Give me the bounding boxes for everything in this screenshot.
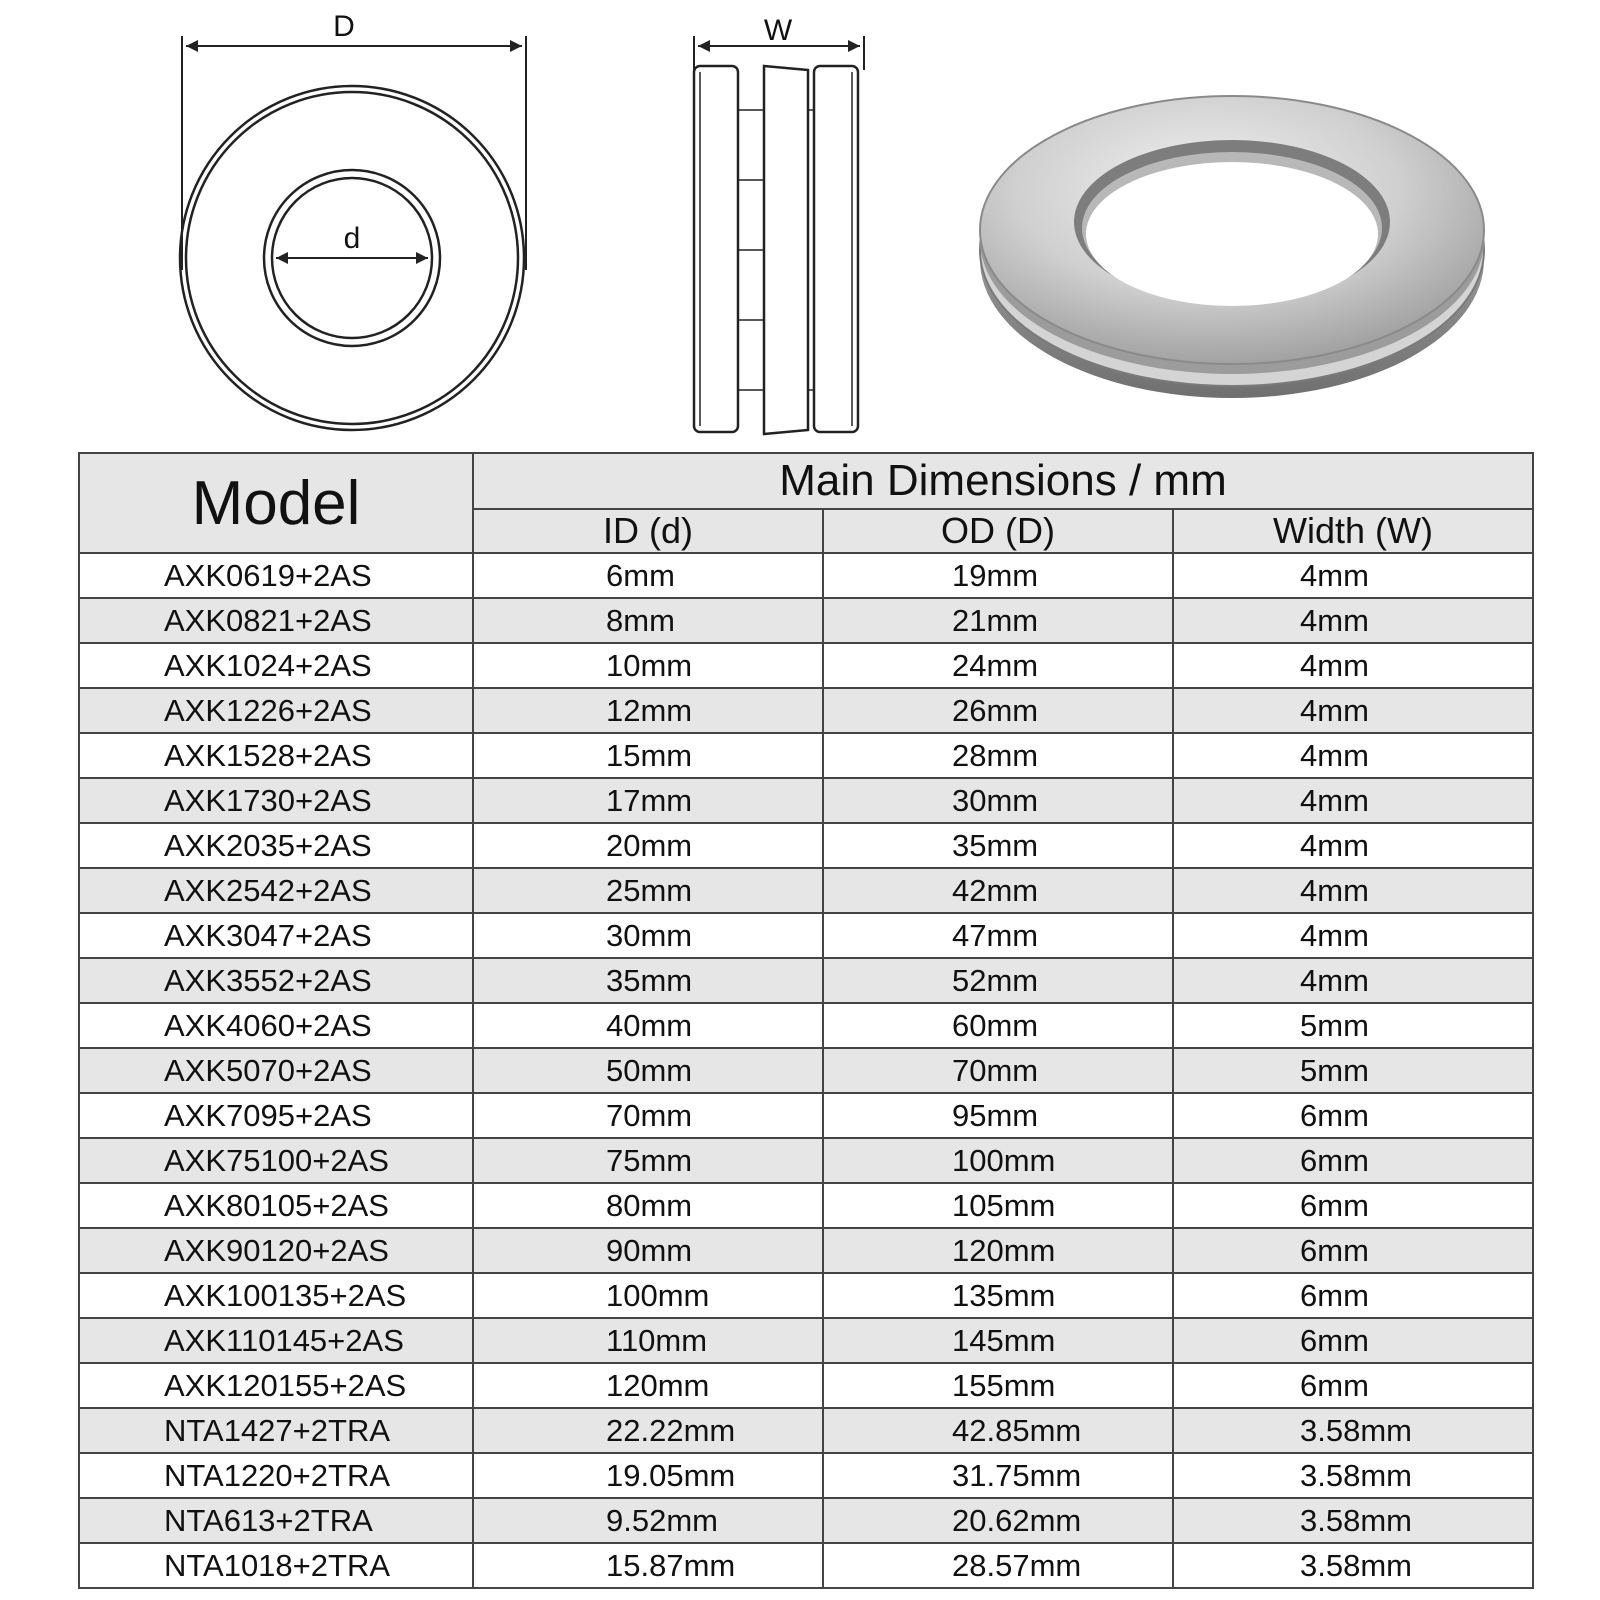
model-cell: AXK3047+2AS xyxy=(79,913,473,958)
od-cell: 26mm xyxy=(823,688,1173,733)
model-cell: AXK2035+2AS xyxy=(79,823,473,868)
table-row xyxy=(79,1228,1533,1273)
table-row xyxy=(79,1048,1533,1093)
table-row xyxy=(79,1408,1533,1453)
model-header: Model xyxy=(79,453,473,553)
id-cell: 8mm xyxy=(473,598,823,643)
model-cell: AXK1226+2AS xyxy=(79,688,473,733)
id-cell: 80mm xyxy=(473,1183,823,1228)
width-label: W xyxy=(763,14,793,47)
table-row xyxy=(79,598,1533,643)
id-cell: 15mm xyxy=(473,733,823,778)
width-cell: 6mm xyxy=(1173,1138,1533,1183)
id-cell: 70mm xyxy=(473,1093,823,1138)
table-row xyxy=(79,1138,1533,1183)
od-cell: 21mm xyxy=(823,598,1173,643)
id-cell: 10mm xyxy=(473,643,823,688)
width-cell: 4mm xyxy=(1173,553,1533,598)
table-row xyxy=(79,1093,1533,1138)
model-cell: NTA1427+2TRA xyxy=(79,1408,473,1453)
id-cell: 90mm xyxy=(473,1228,823,1273)
od-cell: 135mm xyxy=(823,1273,1173,1318)
model-cell: AXK7095+2AS xyxy=(79,1093,473,1138)
model-cell: AXK0619+2AS xyxy=(79,553,473,598)
width-cell: 6mm xyxy=(1173,1273,1533,1318)
outer-diameter-label: D xyxy=(333,10,355,43)
model-cell: AXK75100+2AS xyxy=(79,1138,473,1183)
id-cell: 17mm xyxy=(473,778,823,823)
od-cell: 145mm xyxy=(823,1318,1173,1363)
width-cell: 3.58mm xyxy=(1173,1453,1533,1498)
id-cell: 15.87mm xyxy=(473,1543,823,1588)
width-cell: 4mm xyxy=(1173,598,1533,643)
width-cell: 4mm xyxy=(1173,868,1533,913)
dimensions-table xyxy=(78,452,1534,1589)
od-cell: 120mm xyxy=(823,1228,1173,1273)
id-cell: 30mm xyxy=(473,913,823,958)
model-cell: AXK1528+2AS xyxy=(79,733,473,778)
od-cell: 19mm xyxy=(823,553,1173,598)
od-cell: 155mm xyxy=(823,1363,1173,1408)
width-column-header: Width (W) xyxy=(1173,509,1533,553)
side-view-drawing xyxy=(694,36,864,434)
id-column-header: ID (d) xyxy=(473,509,823,553)
table-row xyxy=(79,1318,1533,1363)
od-cell: 30mm xyxy=(823,778,1173,823)
od-cell: 60mm xyxy=(823,1003,1173,1048)
od-cell: 28mm xyxy=(823,733,1173,778)
bearing-drawings xyxy=(0,0,1600,440)
id-cell: 110mm xyxy=(473,1318,823,1363)
table-row xyxy=(79,868,1533,913)
model-cell: AXK80105+2AS xyxy=(79,1183,473,1228)
id-cell: 40mm xyxy=(473,1003,823,1048)
model-cell: AXK3552+2AS xyxy=(79,958,473,1003)
table-row xyxy=(79,958,1533,1003)
table-row xyxy=(79,778,1533,823)
table-row xyxy=(79,1543,1533,1588)
id-cell: 35mm xyxy=(473,958,823,1003)
table-row xyxy=(79,823,1533,868)
model-cell: NTA613+2TRA xyxy=(79,1498,473,1543)
id-cell: 120mm xyxy=(473,1363,823,1408)
width-cell: 6mm xyxy=(1173,1183,1533,1228)
table-row xyxy=(79,1003,1533,1048)
od-cell: 105mm xyxy=(823,1183,1173,1228)
od-cell: 28.57mm xyxy=(823,1543,1173,1588)
model-cell: AXK100135+2AS xyxy=(79,1273,473,1318)
model-cell: AXK120155+2AS xyxy=(79,1363,473,1408)
width-cell: 6mm xyxy=(1173,1318,1533,1363)
model-cell: AXK2542+2AS xyxy=(79,868,473,913)
model-cell: AXK1024+2AS xyxy=(79,643,473,688)
model-cell: AXK110145+2AS xyxy=(79,1318,473,1363)
model-cell: AXK1730+2AS xyxy=(79,778,473,823)
od-cell: 70mm xyxy=(823,1048,1173,1093)
width-cell: 6mm xyxy=(1173,1363,1533,1408)
table-row xyxy=(79,913,1533,958)
width-cell: 4mm xyxy=(1173,733,1533,778)
width-cell: 5mm xyxy=(1173,1048,1533,1093)
model-cell: AXK90120+2AS xyxy=(79,1228,473,1273)
od-cell: 35mm xyxy=(823,823,1173,868)
table-row xyxy=(79,643,1533,688)
width-cell: 5mm xyxy=(1173,1003,1533,1048)
id-cell: 75mm xyxy=(473,1138,823,1183)
od-cell: 42.85mm xyxy=(823,1408,1173,1453)
width-cell: 4mm xyxy=(1173,643,1533,688)
table-row xyxy=(79,1498,1533,1543)
width-cell: 6mm xyxy=(1173,1228,1533,1273)
id-cell: 100mm xyxy=(473,1273,823,1318)
width-cell: 4mm xyxy=(1173,958,1533,1003)
table-row xyxy=(79,553,1533,598)
od-cell: 24mm xyxy=(823,643,1173,688)
width-cell: 3.58mm xyxy=(1173,1408,1533,1453)
id-cell: 22.22mm xyxy=(473,1408,823,1453)
model-cell: AXK0821+2AS xyxy=(79,598,473,643)
od-cell: 42mm xyxy=(823,868,1173,913)
width-cell: 3.58mm xyxy=(1173,1498,1533,1543)
bearing-product-image xyxy=(980,96,1484,398)
id-cell: 12mm xyxy=(473,688,823,733)
model-cell: NTA1220+2TRA xyxy=(79,1453,473,1498)
table-row xyxy=(79,1183,1533,1228)
od-cell: 47mm xyxy=(823,913,1173,958)
od-cell: 31.75mm xyxy=(823,1453,1173,1498)
width-cell: 4mm xyxy=(1173,778,1533,823)
table-row xyxy=(79,1453,1533,1498)
id-cell: 50mm xyxy=(473,1048,823,1093)
od-cell: 20.62mm xyxy=(823,1498,1173,1543)
width-cell: 4mm xyxy=(1173,913,1533,958)
width-cell: 4mm xyxy=(1173,823,1533,868)
id-cell: 9.52mm xyxy=(473,1498,823,1543)
od-cell: 95mm xyxy=(823,1093,1173,1138)
table-row xyxy=(79,1363,1533,1408)
id-cell: 19.05mm xyxy=(473,1453,823,1498)
od-cell: 100mm xyxy=(823,1138,1173,1183)
od-cell: 52mm xyxy=(823,958,1173,1003)
width-cell: 3.58mm xyxy=(1173,1543,1533,1588)
table-row xyxy=(79,1273,1533,1318)
inner-diameter-label: d xyxy=(343,222,361,255)
width-cell: 6mm xyxy=(1173,1093,1533,1138)
model-cell: AXK4060+2AS xyxy=(79,1003,473,1048)
main-dimensions-header: Main Dimensions / mm xyxy=(473,453,1533,509)
model-cell: NTA1018+2TRA xyxy=(79,1543,473,1588)
id-cell: 20mm xyxy=(473,823,823,868)
table-row xyxy=(79,688,1533,733)
width-cell: 4mm xyxy=(1173,688,1533,733)
table-row xyxy=(79,733,1533,778)
od-column-header: OD (D) xyxy=(823,509,1173,553)
model-cell: AXK5070+2AS xyxy=(79,1048,473,1093)
id-cell: 6mm xyxy=(473,553,823,598)
id-cell: 25mm xyxy=(473,868,823,913)
